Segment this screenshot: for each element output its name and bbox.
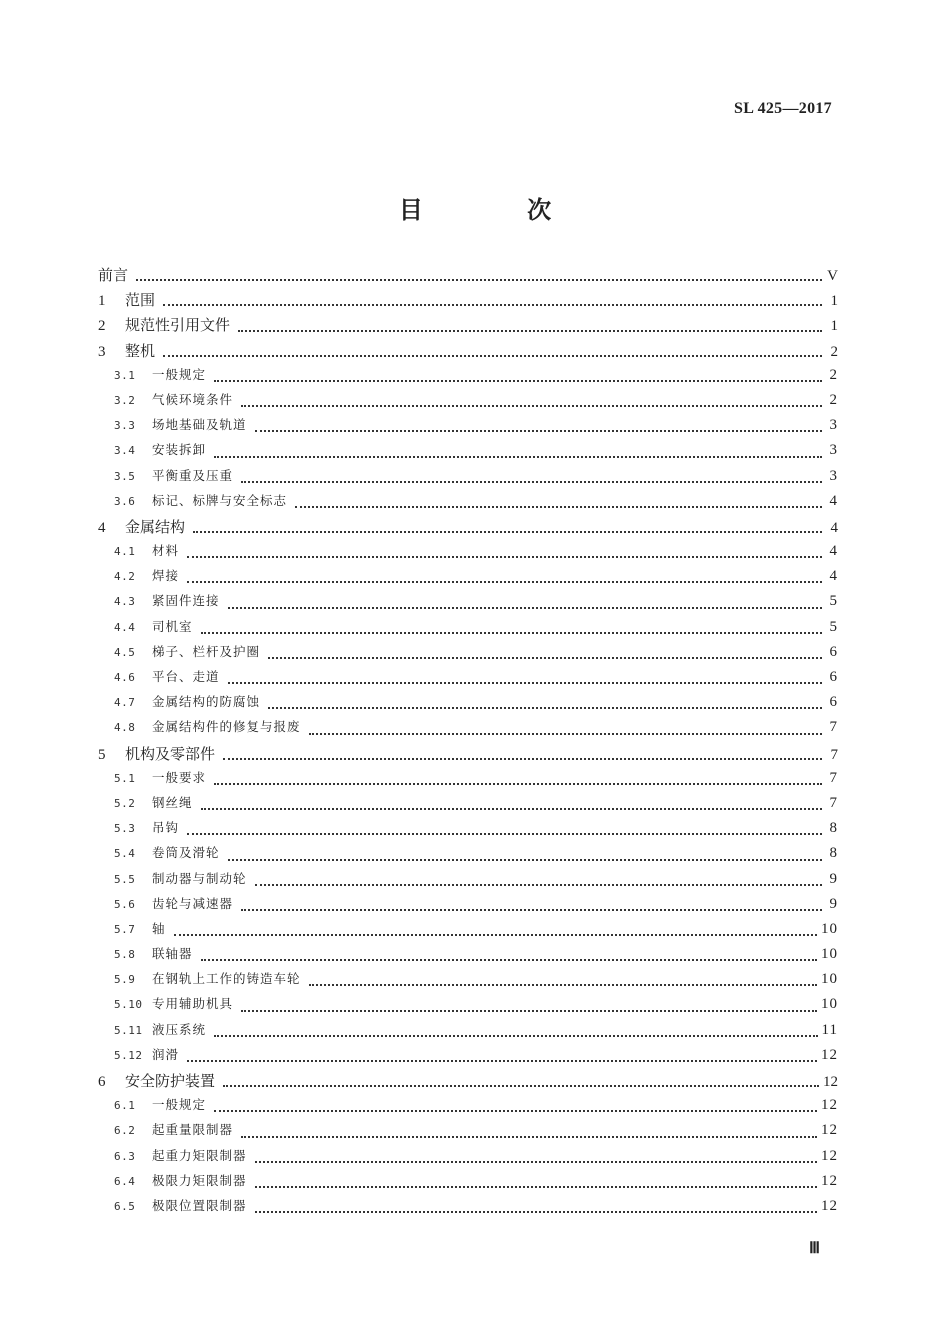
dot-leader bbox=[187, 1059, 817, 1062]
toc-entry-number: 4.3 bbox=[114, 595, 136, 609]
dot-leader bbox=[214, 1109, 817, 1112]
toc-entry[interactable] bbox=[98, 919, 838, 944]
dot-leader bbox=[255, 1210, 817, 1213]
dot-leader bbox=[163, 354, 822, 357]
toc-entry-title: 齿轮与减速器 bbox=[152, 895, 234, 911]
dot-leader bbox=[214, 379, 822, 382]
toc-entry-page: 6 bbox=[829, 694, 838, 711]
dot-leader bbox=[255, 1160, 817, 1163]
toc-entry-page: 4 bbox=[829, 568, 838, 585]
dot-leader bbox=[201, 807, 822, 810]
toc-entry[interactable] bbox=[98, 466, 838, 491]
dot-leader bbox=[163, 303, 822, 306]
dot-leader bbox=[228, 606, 822, 609]
toc-entry-title: 专用辅助机具 bbox=[152, 996, 234, 1012]
toc-entry-title: 极限位置限制器 bbox=[152, 1197, 247, 1213]
toc-entry-title: 一般要求 bbox=[152, 769, 207, 785]
toc-entry-page: 10 bbox=[821, 971, 838, 988]
toc-entry-title: 起重量限制器 bbox=[152, 1122, 234, 1138]
toc-entry[interactable] bbox=[98, 642, 838, 667]
toc-entry[interactable] bbox=[98, 1095, 838, 1120]
dot-leader bbox=[241, 480, 822, 483]
toc-entry[interactable] bbox=[98, 667, 838, 692]
toc-entry-title: 液压系统 bbox=[152, 1021, 207, 1037]
toc-entry-page: 9 bbox=[829, 870, 838, 887]
toc-entry-page: 12 bbox=[821, 1046, 838, 1063]
page-title: 目 次 bbox=[398, 196, 600, 224]
toc-entry-title: 安装拆卸 bbox=[152, 442, 207, 458]
toc-entry-title: 机构及零部件 bbox=[125, 744, 216, 763]
toc-entry-page: 6 bbox=[829, 669, 838, 685]
toc-entry-page: 10 bbox=[821, 946, 838, 963]
toc-entry-page: 1 bbox=[830, 318, 838, 335]
toc-entry[interactable] bbox=[98, 1045, 838, 1070]
dot-leader bbox=[187, 555, 822, 558]
toc-entry-number: 5.2 bbox=[114, 796, 136, 810]
toc-entry-page: 2 bbox=[829, 391, 838, 408]
toc-entry-page: 7 bbox=[829, 719, 838, 736]
toc-entry-title: 气候环境条件 bbox=[152, 391, 234, 407]
dot-leader bbox=[268, 656, 822, 659]
dot-leader bbox=[187, 832, 822, 835]
toc-entry-page: 12 bbox=[823, 1074, 838, 1090]
toc-entry-number: 4.7 bbox=[114, 696, 136, 710]
toc-entry-number: 5.3 bbox=[114, 822, 136, 836]
toc-entry-number: 3.1 bbox=[114, 368, 136, 382]
toc-entry-number: 2 bbox=[98, 318, 106, 335]
dot-leader bbox=[255, 883, 822, 886]
toc-entry-number: 4.4 bbox=[114, 620, 136, 634]
toc-entry[interactable] bbox=[98, 566, 838, 591]
toc-entry[interactable] bbox=[98, 994, 838, 1019]
toc-entry-title: 金属结构 bbox=[125, 517, 186, 536]
toc-entry-title: 标记、标牌与安全标志 bbox=[152, 492, 288, 508]
toc-entry-page: 9 bbox=[829, 895, 838, 912]
toc-entry-page: 3 bbox=[829, 417, 838, 434]
dot-leader bbox=[241, 1135, 817, 1138]
toc-entry[interactable] bbox=[98, 415, 838, 440]
toc-entry-title: 极限力矩限制器 bbox=[152, 1172, 247, 1188]
toc-entry-page: 4 bbox=[830, 519, 838, 536]
toc-entry-page: 8 bbox=[829, 845, 838, 862]
toc-entry-title: 前言 bbox=[98, 266, 129, 284]
toc-entry-title: 范围 bbox=[125, 291, 156, 310]
dot-leader bbox=[187, 580, 822, 583]
toc-entry[interactable] bbox=[98, 818, 838, 843]
dot-leader bbox=[241, 908, 822, 911]
toc-entry-number: 6.1 bbox=[114, 1099, 136, 1113]
toc-entry[interactable] bbox=[98, 1171, 838, 1196]
page-number: Ⅲ bbox=[808, 1240, 820, 1257]
toc-entry-number: 5 bbox=[98, 746, 106, 763]
toc-entry-title: 起重力矩限制器 bbox=[152, 1147, 247, 1163]
toc-entry-title: 制动器与制动轮 bbox=[152, 870, 247, 886]
toc-entry-page: 4 bbox=[829, 492, 838, 509]
toc-entry-number: 4.6 bbox=[114, 671, 136, 684]
toc-entry-page: V bbox=[827, 268, 838, 284]
toc-entry[interactable] bbox=[98, 692, 838, 717]
toc-entry-number: 3.4 bbox=[114, 444, 136, 458]
toc-entry-number: 3.5 bbox=[114, 469, 136, 483]
toc-entry-title: 吊钩 bbox=[152, 820, 180, 836]
toc-entry[interactable] bbox=[98, 1146, 838, 1171]
toc-entry-title: 焊接 bbox=[152, 568, 180, 584]
toc-entry[interactable] bbox=[98, 314, 838, 339]
toc-entry-page: 4 bbox=[829, 543, 838, 560]
toc-entry-number: 5.7 bbox=[114, 922, 136, 936]
toc-entry-page: 10 bbox=[821, 996, 838, 1013]
toc-entry-title: 安全防护装置 bbox=[125, 1072, 216, 1090]
toc-entry-number: 1 bbox=[98, 293, 106, 310]
toc-entry[interactable] bbox=[98, 869, 838, 894]
toc-entry[interactable] bbox=[98, 264, 838, 289]
toc-entry-title: 联轴器 bbox=[152, 946, 193, 962]
toc-entry[interactable] bbox=[98, 969, 838, 994]
toc-entry-page: 7 bbox=[829, 769, 838, 786]
toc-entry-number: 5.6 bbox=[114, 897, 136, 911]
toc-entry-page: 10 bbox=[821, 920, 838, 937]
dot-leader bbox=[255, 429, 822, 432]
dot-leader bbox=[214, 455, 822, 458]
toc-entry-title: 润滑 bbox=[152, 1046, 180, 1062]
dot-leader bbox=[238, 329, 822, 332]
toc-entry-title: 平台、走道 bbox=[152, 669, 220, 684]
toc-entry[interactable] bbox=[98, 516, 838, 541]
toc-entry[interactable] bbox=[98, 541, 838, 566]
toc-entry-number: 6.3 bbox=[114, 1149, 136, 1163]
toc-entry[interactable] bbox=[98, 491, 838, 516]
dot-leader bbox=[228, 681, 822, 684]
toc-entry-page: 3 bbox=[829, 467, 838, 484]
toc-entry-number: 4 bbox=[98, 519, 106, 536]
toc-entry[interactable] bbox=[98, 768, 838, 793]
toc-entry-number: 3 bbox=[98, 343, 106, 360]
toc-entry-page: 12 bbox=[821, 1097, 838, 1114]
toc-entry[interactable] bbox=[98, 1120, 838, 1145]
toc-entry-page: 12 bbox=[821, 1122, 838, 1139]
dot-leader bbox=[241, 404, 822, 407]
toc-entry-number: 6.2 bbox=[114, 1124, 136, 1138]
toc-entry-number: 5.10 bbox=[114, 998, 143, 1012]
toc-entry-title: 梯子、栏杆及护圈 bbox=[152, 643, 261, 659]
toc-entry-title: 平衡重及压重 bbox=[152, 467, 234, 483]
toc-entry-title: 规范性引用文件 bbox=[125, 316, 231, 335]
toc-entry-title: 在钢轨上工作的铸造车轮 bbox=[152, 971, 301, 987]
toc-entry[interactable] bbox=[98, 944, 838, 969]
dot-leader bbox=[255, 1185, 817, 1188]
dot-leader bbox=[193, 530, 822, 533]
dot-leader bbox=[309, 983, 817, 986]
toc-entry-page: 6 bbox=[829, 643, 838, 660]
toc-entry-title: 一般规定 bbox=[152, 366, 207, 382]
dot-leader bbox=[268, 706, 822, 709]
toc-entry-number: 6 bbox=[98, 1074, 106, 1090]
toc-entry-page: 5 bbox=[829, 593, 838, 610]
toc-entry[interactable] bbox=[98, 894, 838, 919]
toc-entry-title: 司机室 bbox=[152, 618, 193, 634]
toc-entry-title: 金属结构件的修复与报废 bbox=[152, 719, 301, 735]
toc-entry-page: 2 bbox=[829, 366, 838, 383]
toc-entry-number: 5.12 bbox=[114, 1048, 143, 1062]
toc-entry-number: 5.4 bbox=[114, 847, 136, 861]
toc-entry-page: 12 bbox=[821, 1147, 838, 1164]
toc-entry-number: 5.5 bbox=[114, 872, 136, 886]
toc-entry-number: 5.1 bbox=[114, 771, 136, 785]
toc-entry[interactable] bbox=[98, 591, 838, 616]
toc-entry-number: 4.2 bbox=[114, 570, 136, 584]
toc-entry-page: 7 bbox=[830, 746, 838, 763]
toc-entry-page: 1 bbox=[830, 293, 838, 310]
toc-entry-title: 一般规定 bbox=[152, 1097, 207, 1113]
dot-leader bbox=[201, 631, 822, 634]
document-code: SL 425—2017 bbox=[734, 100, 832, 117]
toc-entry-title: 场地基础及轨道 bbox=[152, 417, 247, 433]
dot-leader bbox=[136, 278, 822, 281]
toc-entry-number: 5.8 bbox=[114, 948, 136, 962]
toc-entry[interactable] bbox=[98, 440, 838, 465]
dot-leader bbox=[228, 858, 822, 861]
toc-entry-page: 2 bbox=[830, 343, 838, 360]
toc-entry-title: 卷筒及滑轮 bbox=[152, 845, 220, 861]
toc-entry-title: 金属结构的防腐蚀 bbox=[152, 694, 261, 710]
toc-entry[interactable] bbox=[98, 843, 838, 868]
toc-entry-number: 4.8 bbox=[114, 721, 136, 735]
toc-entry-number: 6.5 bbox=[114, 1199, 136, 1213]
toc-entry[interactable] bbox=[98, 793, 838, 818]
toc-entry-number: 5.9 bbox=[114, 973, 136, 987]
toc-entry[interactable] bbox=[98, 717, 838, 742]
toc-entry-number: 4.1 bbox=[114, 545, 136, 559]
toc-entry-title: 材料 bbox=[152, 543, 180, 559]
toc-entry[interactable] bbox=[98, 365, 838, 390]
table-of-contents bbox=[98, 264, 838, 1221]
toc-entry-page: 11 bbox=[821, 1021, 838, 1038]
toc-entry[interactable] bbox=[98, 390, 838, 415]
dot-leader bbox=[309, 732, 822, 735]
toc-entry-page: 5 bbox=[829, 618, 838, 635]
dot-leader bbox=[223, 757, 822, 760]
toc-entry[interactable] bbox=[98, 1020, 838, 1045]
toc-entry-page: 7 bbox=[829, 794, 838, 811]
toc-entry-page: 12 bbox=[821, 1172, 838, 1189]
toc-entry-number: 3.3 bbox=[114, 419, 136, 433]
dot-leader bbox=[241, 1009, 817, 1012]
toc-entry-page: 12 bbox=[821, 1197, 838, 1214]
toc-entry-number: 3.6 bbox=[114, 494, 136, 508]
toc-entry-number: 6.4 bbox=[114, 1174, 136, 1188]
toc-entry-page: 3 bbox=[829, 442, 838, 459]
dot-leader bbox=[295, 505, 822, 508]
dot-leader bbox=[214, 1034, 818, 1037]
toc-entry[interactable] bbox=[98, 1070, 838, 1095]
toc-entry-number: 3.2 bbox=[114, 393, 136, 407]
dot-leader bbox=[174, 933, 817, 936]
dot-leader bbox=[214, 782, 822, 785]
toc-entry[interactable] bbox=[98, 743, 838, 768]
toc-entry-page: 8 bbox=[829, 820, 838, 837]
toc-entry-title: 紧固件连接 bbox=[152, 593, 220, 609]
toc-entry[interactable] bbox=[98, 617, 838, 642]
toc-entry-number: 4.5 bbox=[114, 645, 136, 659]
toc-entry[interactable] bbox=[98, 340, 838, 365]
toc-entry-title: 钢丝绳 bbox=[152, 794, 193, 810]
toc-entry-number: 5.11 bbox=[114, 1023, 143, 1037]
toc-entry-title: 整机 bbox=[125, 341, 156, 360]
toc-entry-title: 轴 bbox=[152, 920, 166, 936]
toc-entry[interactable] bbox=[98, 289, 838, 314]
dot-leader bbox=[223, 1084, 819, 1087]
toc-entry[interactable] bbox=[98, 1196, 838, 1221]
dot-leader bbox=[201, 958, 817, 961]
